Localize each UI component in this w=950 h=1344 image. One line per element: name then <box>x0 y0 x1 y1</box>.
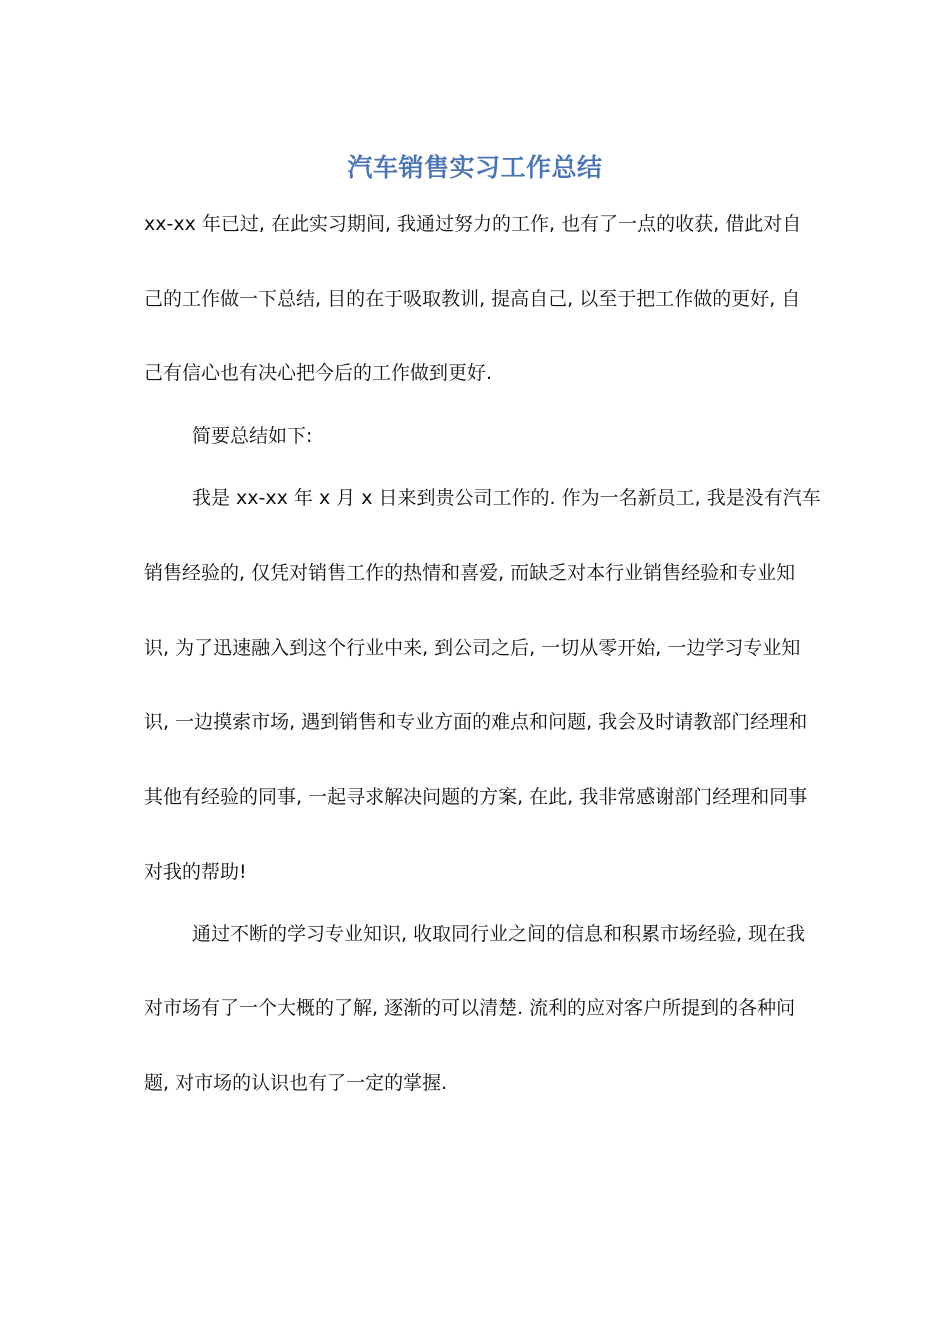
paragraph-3-line-1: 我是 xx-xx 年 x 月 x 日来到贵公司工作的. 作为一名新员工, 我是没有汽车 <box>192 487 821 509</box>
paragraph-1-line-3: 己有信心也有决心把今后的工作做到更好. <box>144 362 493 384</box>
document-title: 汽车销售实习工作总结 <box>347 153 603 182</box>
paragraph-4-line-2: 对市场有了一个大概的了解, 逐渐的可以清楚. 流利的应对客户所提到的各种问 <box>144 997 796 1019</box>
paragraph-3-line-5: 其他有经验的同事, 一起寻求解决问题的方案, 在此, 我非常感谢部门经理和同事 <box>144 786 808 808</box>
paragraph-4-line-1: 通过不断的学习专业知识, 收取同行业之间的信息和积累市场经验, 现在我 <box>192 923 806 945</box>
paragraph-3-line-4: 识, 一边摸索市场, 遇到销售和专业方面的难点和问题, 我会及时请教部门经理和 <box>144 711 808 733</box>
paragraph-3-line-2: 销售经验的, 仅凭对销售工作的热情和喜爱, 而缺乏对本行业销售经验和专业知 <box>144 562 796 584</box>
paragraph-1-line-1: xx-xx 年已过, 在此实习期间, 我通过努力的工作, 也有了一点的收获, 借此对自 <box>144 213 802 235</box>
paragraph-4-line-3: 题, 对市场的认识也有了一定的掌握. <box>144 1072 448 1094</box>
paragraph-3-line-3: 识, 为了迅速融入到这个行业中来, 到公司之后, 一切从零开始, 一边学习专业知 <box>144 637 801 659</box>
paragraph-2-line-1: 简要总结如下: <box>192 425 313 447</box>
paragraph-1-line-2: 己的工作做一下总结, 目的在于吸取教训, 提高自己, 以至于把工作做的更好, 自 <box>144 288 801 310</box>
paragraph-3-line-6: 对我的帮助! <box>144 861 247 883</box>
